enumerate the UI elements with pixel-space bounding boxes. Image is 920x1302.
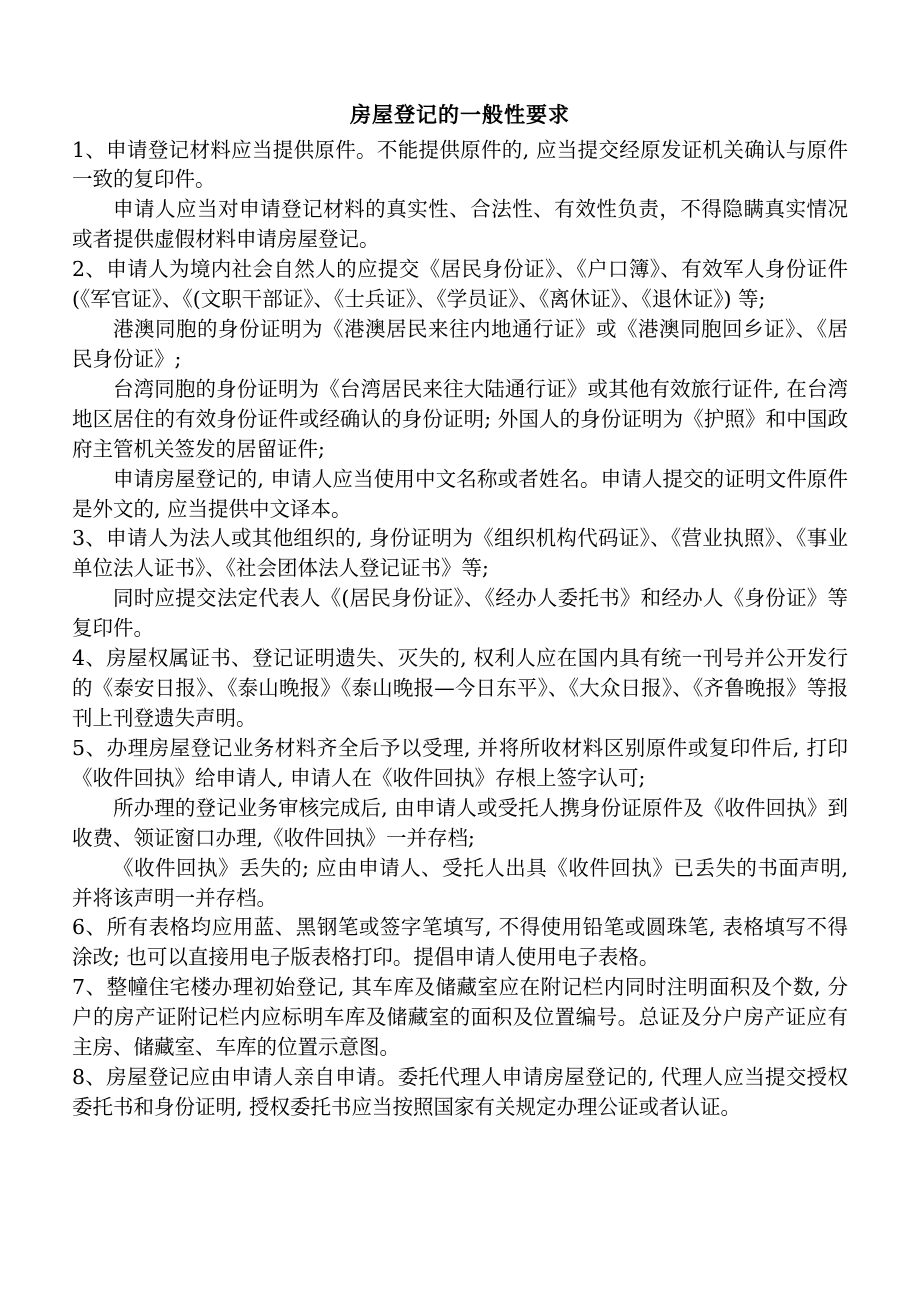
paragraph-7: 3、申请人为法人或其他组织的, 身份证明为《组织机构代码证》、《营业执照》、《事业单位法人证书》、《社会团体法人登记证书》等;: [72, 526, 848, 581]
paragraph-2: 申请人应当对申请登记材料的真实性、合法性、有效性负责，不得隐瞒真实情况或者提供虚假材料申请房屋登记。: [72, 197, 848, 252]
paragraph-9: 4、房屋权属证书、登记证明遗失、灭失的, 权利人应在国内具有统一刊号并公开发行的《泰安日报》、《泰山晚报》《泰山晚报—今日东平》、《大众日报》、《齐鲁晚报》等报刊上刊登遗失声明。: [72, 646, 848, 731]
paragraph-8: 同时应提交法定代表人《(居民身份证》、《经办人委托书》和经办人《身份证》等复印件。: [72, 586, 848, 641]
paragraph-14: 7、整幢住宅楼办理初始登记, 其车库及储藏室应在附记栏内同时注明面积及个数, 分户的房产证附记栏内应标明车库及储藏室的面积及位置编号。总证及分户房产证应有主房、储藏室、车库的位置示意图。: [72, 975, 848, 1060]
paragraph-1: 1、申请登记材料应当提供原件。不能提供原件的, 应当提交经原发证机关确认与原件一致的复印件。: [72, 137, 848, 192]
paragraph-10: 5、办理房屋登记业务材料齐全后予以受理, 并将所收材料区别原件或复印件后, 打印《收件回执》给申请人, 申请人在《收件回执》存根上签字认可;: [72, 735, 848, 790]
paragraph-15: 8、房屋登记应由申请人亲自申请。委托代理人申请房屋登记的, 代理人应当提交授权委托书和身份证明, 授权委托书应当按照国家有关规定办理公证或者认证。: [72, 1065, 848, 1119]
paragraph-11: 所办理的登记业务审核完成后, 由申请人或受托人携身份证原件及《收件回执》到收费、领证窗口办理,《收件回执》一并存档;: [72, 795, 848, 850]
paragraph-12: 《收件回执》丢失的; 应由申请人、受托人出具《收件回执》已丢失的书面声明, 并将该声明一并存档。: [72, 855, 848, 910]
paragraph-13: 6、所有表格均应用蓝、黑钢笔或签字笔填写, 不得使用铅笔或圆珠笔, 表格填写不得涂改; 也可以直接用电子版表格打印。提倡申请人使用电子表格。: [72, 915, 848, 970]
document-body: [72, 136, 848, 1123]
page-title: 房屋登记的一般性要求: [350, 103, 570, 127]
paragraph-3: 2、申请人为境内社会自然人的应提交《居民身份证》、《户口簿》、有效军人身份证件(《军官证》、《(文职干部证》、《士兵证》、《学员证》、《离休证》、《退休证》) 等;: [72, 257, 848, 312]
paragraph-6: 申请房屋登记的, 申请人应当使用中文名称或者姓名。申请人提交的证明文件原件是外文的, 应当提供中文译本。: [72, 466, 848, 521]
paragraph-5: 台湾同胞的身份证明为《台湾居民来往大陆通行证》或其他有效旅行证件, 在台湾地区居住的有效身份证件或经确认的身份证明; 外国人的身份证明为《护照》和中国政府主管机关签发的居留证件;: [72, 376, 848, 461]
paragraph-4: 港澳同胞的身份证明为《港澳居民来往内地通行证》或《港澳同胞回乡证》、《居民身份证》;: [72, 317, 848, 371]
